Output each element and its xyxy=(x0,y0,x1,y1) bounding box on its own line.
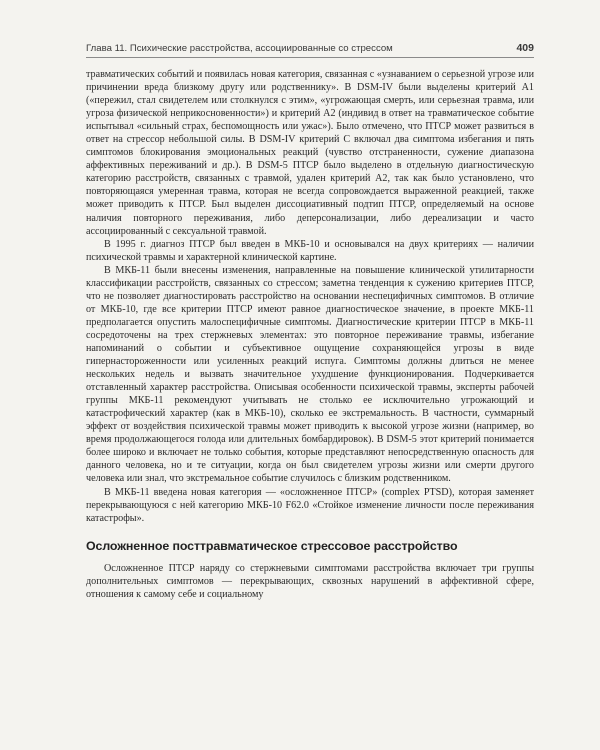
section-heading: Осложненное посттравматическое стрессовое расстройство xyxy=(86,538,458,553)
page-body xyxy=(86,68,534,601)
chapter-title: Глава 11. Психические расстройства, ассоциированные со стрессом xyxy=(86,43,393,54)
paragraph-icd10: В 1995 г. диагноз ПТСР был введен в МКБ-10 и основывался на двух критериях — наличии психической травмы и характерной клинической картине. xyxy=(86,238,534,263)
page-number: 409 xyxy=(516,42,534,54)
section-paragraph: Осложненное ПТСР наряду со стержневыми симптомами расстройства включает три группы дополнительных симптомов — перекрывающих, сквозных нарушений в аффективной сфере, отношения к самому себе и социальному xyxy=(86,562,534,600)
running-head xyxy=(86,42,534,58)
paragraph-icd11-changes: В МКБ-11 были внесены изменения, направленные на повышение клинической утилитарности классификации расстройств, связанных со стрессом; заметна тенденция к сужению критериев ПТСР, что не позволяет диагностировать расстройство на основании неспецифичных симптомов. В отличие от МКБ-10, где все критерии ПТСР имеют равное диагностическое значение, в проекте МКБ-11 предполагается опустить малоспецифичные симптомы. Диагностические критерии ПТСР в МКБ-11 сосредоточены на трех стержневых элементах: это повторное переживание травмы, избегание напоминаний о событии и субъективное ощущение сохраняющейся угрозы в виде гипернастороженности или усиленных реакций испуга. Симптомы должны длиться не менее нескольких недель и вызвать значительное ухудшение функционирования. Подчеркивается отставленный характер расстройства. Описывая особенности психической травмы, эксперты рабочей группы МКБ-11 рекомендуют учитывать не столько ее исключительно угрожающий и катастрофический характер (как в МКБ-10), сколько ее экстремальность. В частности, суммарный эффект от воздействия психической травмы может приводить к высокой угрозе жизни (например, во время продолжающегося голода или длительных бомбардировок). В DSM-5 этот критерий понимается более широко и включает не только события, которые представляют непосредственную опасность для данного человека, но и те ситуации, когда он был свидетелем угрозы жизни или смерти другого человека или знал, что экстремальное событие случилось с близким родственником. xyxy=(86,264,534,485)
paragraph-complex-ptsd: В МКБ-11 введена новая категория — «осложненное ПТСР» (complex PTSD), которая заменяет перекрывающуюся с ней категорию МКБ-10 F62.0 «Стойкое изменение личности после переживания катастрофы». xyxy=(86,486,534,524)
paragraph-continued: травматических событий и появилась новая категория, связанная с «узнаванием о серьезной угрозе или причинении вреда близкому другу или родственнику». В DSM-IV были выделены критерий А1 («пережил, стал свидетелем или столкнулся с этим», «угрожающая смерть, или серьезная травма, или угроза физической неприкосновенности») и критерий А2 (индивид в ответ на травматическое событие испытывал «сильный страх, беспомощность или ужас»). Было отмечено, что ПТСР может развиться в ответ на стрессор небольшой силы. В DSM-IV критерий С включал два симптома избегания и пять симптомов блокирования эмоциональных реакций (чувство отстраненности, сужение диапазона аффективных переживаний и др.). В DSM-5 ПТСР было выделено в отдельную диагностическую категорию расстройств, связанных с травмой, удален критерий А2, так как было установлено, что повторяющаяся умеренная травма, которая не всегда сопровождается выраженной реакцией, также может приводить к ПТСР. Был выделен диссоциативный подтип ПТСР, определяемый на основе наличия повторного переживания, либо деперсонализации, либо дереализации и часто ассоциированный с сексуальной травмой. xyxy=(86,69,534,237)
